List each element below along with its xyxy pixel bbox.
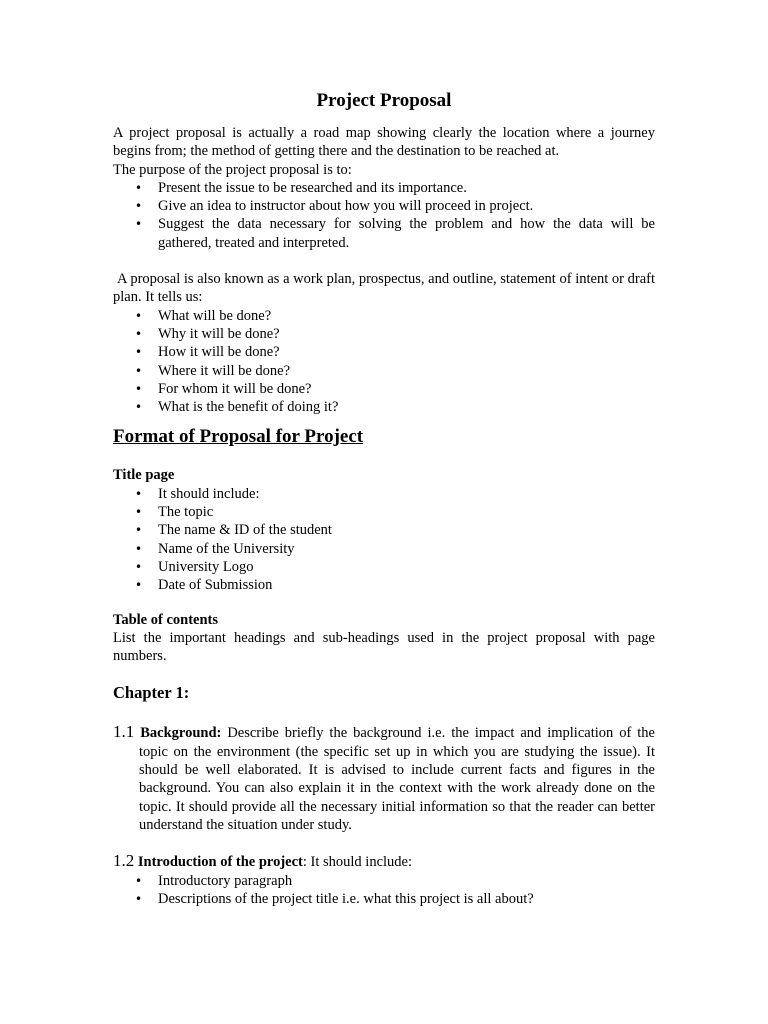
section-text: Describe briefly the background i.e. the impact and implication of the topic on the environment (the specific set up in which you are studying the issue). It should be well elaborated. It is advised to include current facts and figures in the background. You can also explain it in the context with the work already done on the topic. It should provide all the necessary initial information so that the reader can better understand the situation under study. (139, 725, 655, 833)
section-label: Introduction of the project (137, 854, 303, 871)
section-text: : It should include: (302, 854, 413, 871)
section-number: 1.1 (113, 722, 135, 742)
list-item: • The topic (113, 503, 655, 521)
list-item: • How it will be done? (113, 343, 655, 361)
section-1-1 (113, 723, 655, 834)
list-item: • What will be done? (113, 307, 655, 325)
list-item: • For whom it will be done? (113, 380, 655, 398)
spacer (113, 252, 655, 270)
chapter-heading: Chapter 1: (113, 683, 190, 703)
title-page-list (113, 485, 655, 595)
list-item: • Present the issue to be researched and its importance. (113, 179, 655, 197)
list-item: • Why it will be done? (113, 325, 655, 343)
purpose-list (113, 179, 655, 252)
also-known-paragraph: A proposal is also known as a work plan, prospectus, and outline, statement of intent or draft plan. It tells us: (113, 271, 655, 306)
list-item: • Suggest the data necessary for solving the problem and how the data will be gathered, treated and interpreted. (113, 215, 655, 252)
toc-label: Table of contents (113, 611, 218, 628)
list-item: • Name of the University (113, 540, 655, 558)
spacer (113, 703, 655, 723)
spacer (113, 448, 655, 466)
format-heading: Format of Proposal for Project (113, 426, 364, 448)
section-label: Background: (140, 725, 222, 742)
document-body (113, 90, 655, 908)
title-page-label: Title page (113, 467, 175, 484)
toc-paragraph: List the important headings and sub-headings used in the project proposal with page numbers. (113, 629, 655, 665)
list-item: • What is the benefit of doing it? (113, 398, 655, 416)
list-item: • University Logo (113, 558, 655, 576)
section-number: 1.2 (113, 851, 135, 871)
list-item: • Introductory paragraph (113, 872, 655, 890)
document-title: Project Proposal (316, 90, 452, 111)
list-item: • Where it will be done? (113, 362, 655, 380)
intro-paragraph: A project proposal is actually a road map showing clearly the location where a journey begins from; the method of getting there and the destination to be reached at. (113, 125, 655, 160)
list-item: • It should include: (113, 485, 655, 503)
spacer (113, 834, 655, 852)
purpose-line: The purpose of the project proposal is to: (113, 161, 352, 178)
introduction-list (113, 872, 655, 909)
list-item: • Give an idea to instructor about how you will proceed in project. (113, 197, 655, 215)
list-item: • The name & ID of the student (113, 521, 655, 539)
list-item: • Date of Submission (113, 576, 655, 594)
section-1-2 (113, 852, 655, 871)
list-item: • Descriptions of the project title i.e. what this project is all about? (113, 890, 655, 908)
spacer (113, 665, 655, 683)
spacer (113, 595, 655, 611)
questions-list (113, 307, 655, 417)
